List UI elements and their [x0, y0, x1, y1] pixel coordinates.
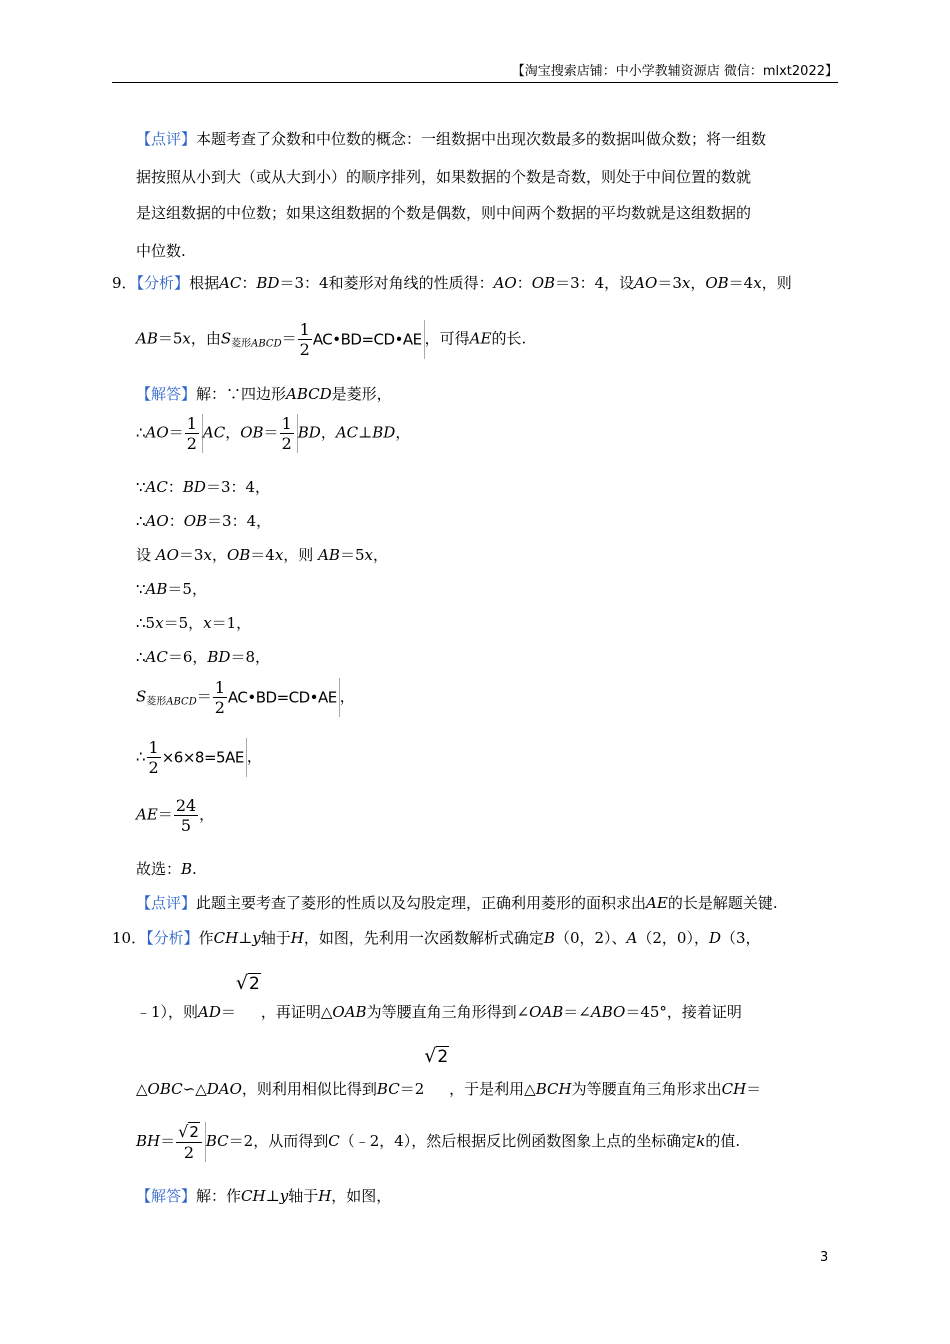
q10-solution-line1: 【解答】解：作CH⊥y轴于H，如图，	[136, 1187, 392, 1205]
q9-solution-line3: ∵AC：BD＝3：4，	[136, 478, 271, 496]
comment8-line3: 是这组数据的中位数；如果这组数据的个数是偶数，则中间两个数据的平均数就是这组数据的	[136, 204, 752, 222]
q9-solution-line6: ∵AB＝5，	[136, 580, 207, 598]
page-header	[112, 60, 838, 83]
q9-analysis-line1: 9．【分析】根据AC：BD＝3：4和菱形对角线的性质得：AO：OB＝3：4，设AO＝3x，OB＝4x，则	[112, 274, 792, 292]
comment8-line2: 据按照从小到大（或从大到小）的顺序排列，如果数据的个数是奇数，则处于中间位置的数就	[136, 168, 752, 186]
q10-analysis-line3: △OBC∽△DAO，则利用相似比得到BC＝2√2，于是利用△BCH为等腰直角三角形求出CH＝	[136, 1045, 762, 1098]
question-number: 10．	[112, 929, 147, 947]
solution-tag: 【解答】	[136, 385, 197, 403]
comment-tag: 【点评】	[136, 130, 197, 148]
question-number: 9．	[112, 274, 137, 292]
solution-tag: 【解答】	[136, 1187, 197, 1205]
analysis-tag: 【分析】	[136, 274, 190, 292]
q9-solution-line5: 设 AO＝3x，OB＝4x，则 AB＝5x，	[136, 546, 388, 564]
analysis-tag: 【分析】	[146, 929, 199, 947]
formula-image: $\frac{1}{2}$ AC•BD=CD•AE	[297, 320, 425, 359]
comment-tag: 【点评】	[136, 894, 197, 912]
q9-choice: 故选：B.	[136, 860, 197, 878]
q9-solution-line7: ∴5x＝5，x＝1，	[136, 614, 252, 632]
q9-solution-line1: 【解答】解：∵四边形ABCD是菱形，	[136, 385, 392, 403]
q9-solution-line8: ∴AC＝6，BD＝8，	[136, 648, 271, 666]
q9-solution-line2: ∴AO＝ $\frac{1}{2}$ AC，OB＝ $\frac{1}{2}$ BD，AC⊥BD，	[136, 414, 411, 453]
q9-solution-line4: ∴AO：OB＝3：4，	[136, 512, 272, 530]
q9-solution-line9: $S_{菱形ABCD}=$ $\frac{1}{2}$ AC•BD=CD•AE ，	[136, 678, 355, 717]
q9-comment: 【点评】此题主要考查了菱形的性质以及勾股定理，正确利用菱形的面积求出AE的长是解题关键.	[136, 894, 778, 912]
q10-analysis-line1: 10．【分析】作CH⊥y轴于H，如图，先利用一次函数解析式确定B（0，2）、A（2，0），D（3，	[112, 929, 761, 947]
comment8-line4: 中位数.	[136, 242, 186, 260]
q9-analysis-line2: AB＝5x，由$S_{菱形ABCD}=$ $\frac{1}{2}$ AC•BD=CD•AE ，可得AE的长.	[136, 320, 527, 359]
page-number: 3	[820, 1250, 829, 1265]
q10-analysis-line4: BH＝ $\frac{√2}{2}$ BC＝2，从而得到C（﹣2，4），然后根据反比例函数图象上点的坐标确定k的值.	[136, 1122, 741, 1162]
q9-solution-line11: AE＝ $\frac{24}{5}$ ，	[136, 796, 215, 835]
comment8-line1: 【点评】本题考查了众数和中位数的概念：一组数据中出现次数最多的数据叫做众数；将一组数	[136, 130, 767, 148]
q10-analysis-line2: ﹣1），则AD＝√2，再证明△OAB为等腰直角三角形得到∠OAB＝∠ABO＝45°，接着证明	[136, 972, 742, 1021]
header-text: 【淘宝搜索店铺：中小学教辅资源店 微信：mlxt2022】	[511, 64, 838, 79]
q9-solution-line10: ∴ $\frac{1}{2}$ ×6×8=5AE ，	[136, 738, 262, 777]
